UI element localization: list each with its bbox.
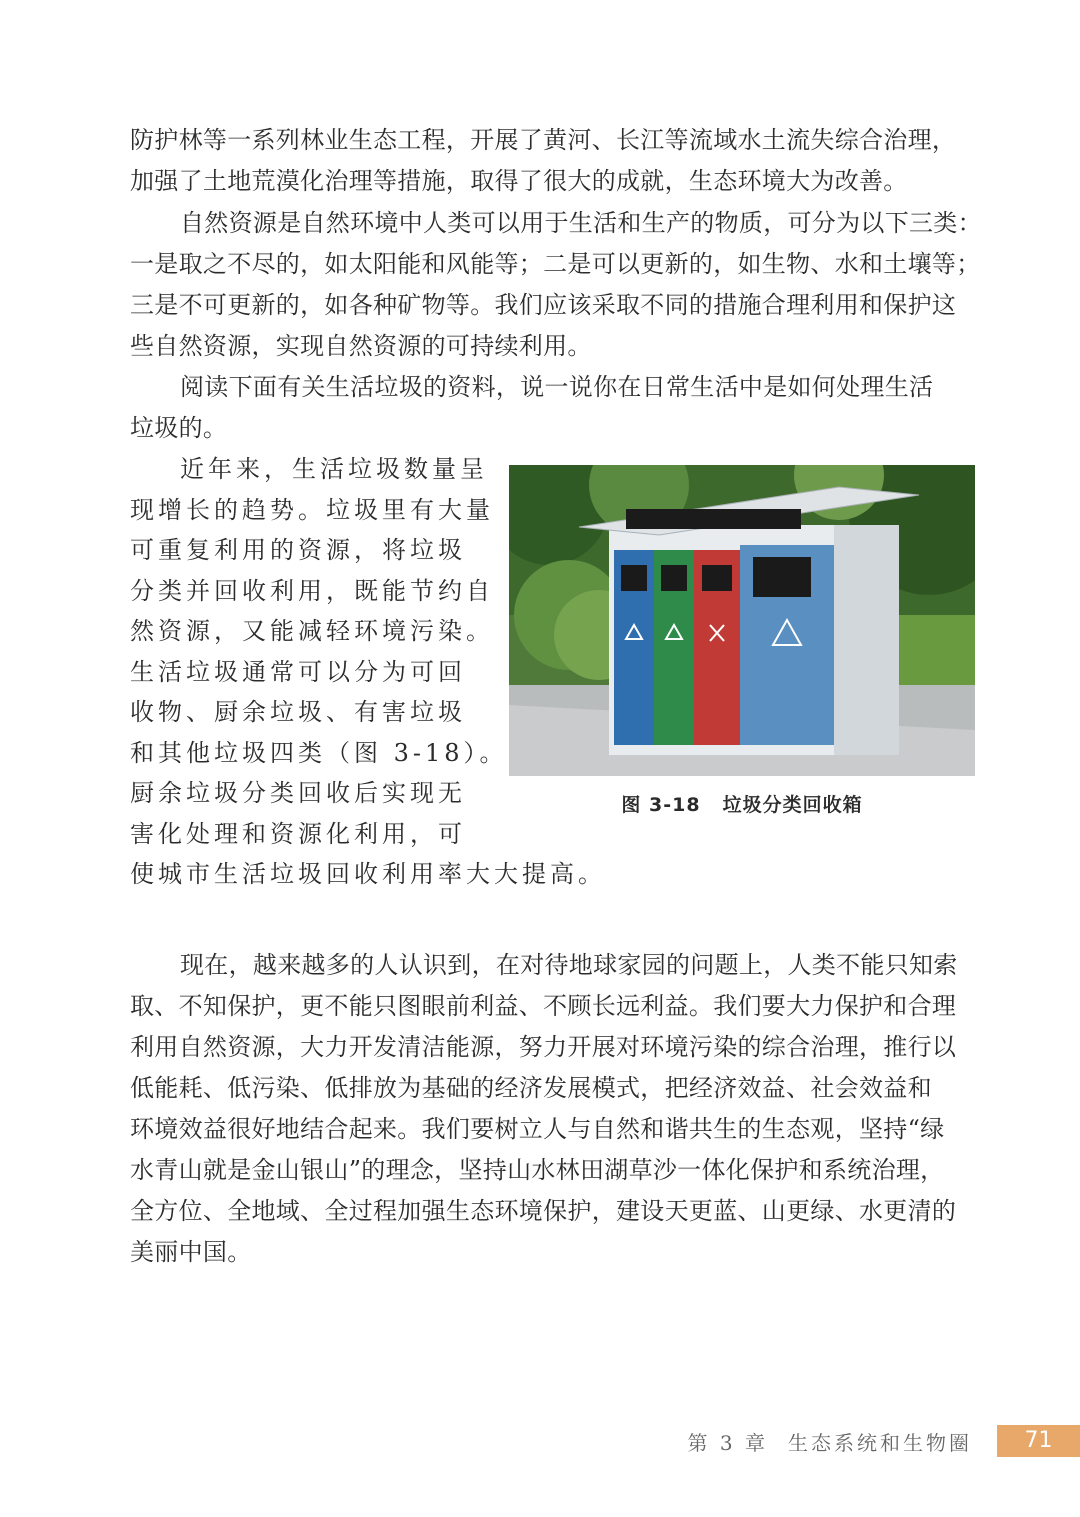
text-line: 近年来，生活垃圾数量呈 <box>180 455 488 483</box>
figure-number: 图 3-18 <box>621 794 701 816</box>
text-line: 取、不知保护，更不能只图眼前利益、不顾长远利益。我们要大力保护和合理 <box>130 992 957 1020</box>
text-line: 环境效益很好地结合起来。我们要树立人与自然和谐共生的生态观，坚持“绿 <box>130 1115 945 1143</box>
text-line: 一是取之不尽的，如太阳能和风能等；二是可以更新的，如生物、水和土壤等； <box>130 250 981 278</box>
bin-kitchen <box>654 550 694 745</box>
bin-hazardous <box>694 550 740 745</box>
text-line: 可重复利用的资源，将垃圾 <box>130 536 466 564</box>
chapter-title: 生态系统和生物圈 <box>788 1431 972 1455</box>
text-line: 和其他垃圾四类（图 3-18）。 <box>130 738 508 767</box>
paragraph-2 <box>130 203 982 367</box>
bin-recyclable <box>614 550 654 745</box>
page-number: 71 <box>997 1425 1080 1457</box>
text-line: 然资源，又能减轻环境污染。 <box>130 617 494 645</box>
text-line: 现在，越来越多的人认识到，在对待地球家园的问题上，人类不能只知索 <box>180 951 958 979</box>
text-line: 利用自然资源，大力开发清洁能源，努力开展对环境污染的综合治理，推行以 <box>130 1033 957 1061</box>
running-footer <box>688 1427 972 1456</box>
text-line: 分类并回收利用，既能节约自 <box>130 576 494 605</box>
text-line: 美丽中国。 <box>130 1238 252 1266</box>
figure-title: 垃圾分类回收箱 <box>722 794 863 816</box>
figure-caption <box>509 790 975 817</box>
recycling-bins-photo <box>509 465 975 776</box>
paragraph-4 <box>130 945 976 1273</box>
side-paragraph <box>130 449 606 895</box>
text-line: 低能耗、低污染、低排放为基础的经济发展模式，把经济效益、社会效益和 <box>130 1074 932 1102</box>
text-line: 阅读下面有关生活垃圾的资料，说一说你在日常生活中是如何处理生活 <box>180 373 934 401</box>
text-line: 加强了土地荒漠化治理等措施，取得了很大的成就，生态环境大为改善。 <box>130 167 908 195</box>
text-line: 现增长的趋势。垃圾里有大量 <box>130 495 494 524</box>
text-line: 水青山就是金山银山”的理念，坚持山水林田湖草沙一体化保护和系统治理， <box>130 1156 945 1184</box>
text-line: 防护林等一系列林业生态工程，开展了黄河、长江等流域水土流失综合治理， <box>130 126 957 154</box>
text-line: 垃圾的。 <box>130 414 228 442</box>
text-line: 生活垃圾通常可以分为可回 <box>130 657 466 686</box>
text-line: 害化处理和资源化利用，可 <box>130 819 466 848</box>
text-line: 厨余垃圾分类回收后实现无 <box>130 779 466 807</box>
text-line: 收物、厨余垃圾、有害垃圾 <box>130 698 466 726</box>
text-line: 自然资源是自然环境中人类可以用于生活和生产的物质，可分为以下三类： <box>180 209 982 237</box>
text-line: 些自然资源，实现自然资源的可持续利用。 <box>130 332 592 360</box>
paragraph-3 <box>130 367 976 449</box>
text-line: 使城市生活垃圾回收利用率大大提高。 <box>130 860 606 888</box>
text-line: 三是不可更新的，如各种矿物等。我们应该采取不同的措施合理利用和保护这 <box>130 291 957 319</box>
chapter-number: 第 3 章 <box>687 1431 768 1455</box>
paragraph-1 <box>130 120 976 202</box>
text-line: 全方位、全地域、全过程加强生态环境保护，建设天更蓝、山更绿、水更清的 <box>130 1197 957 1225</box>
